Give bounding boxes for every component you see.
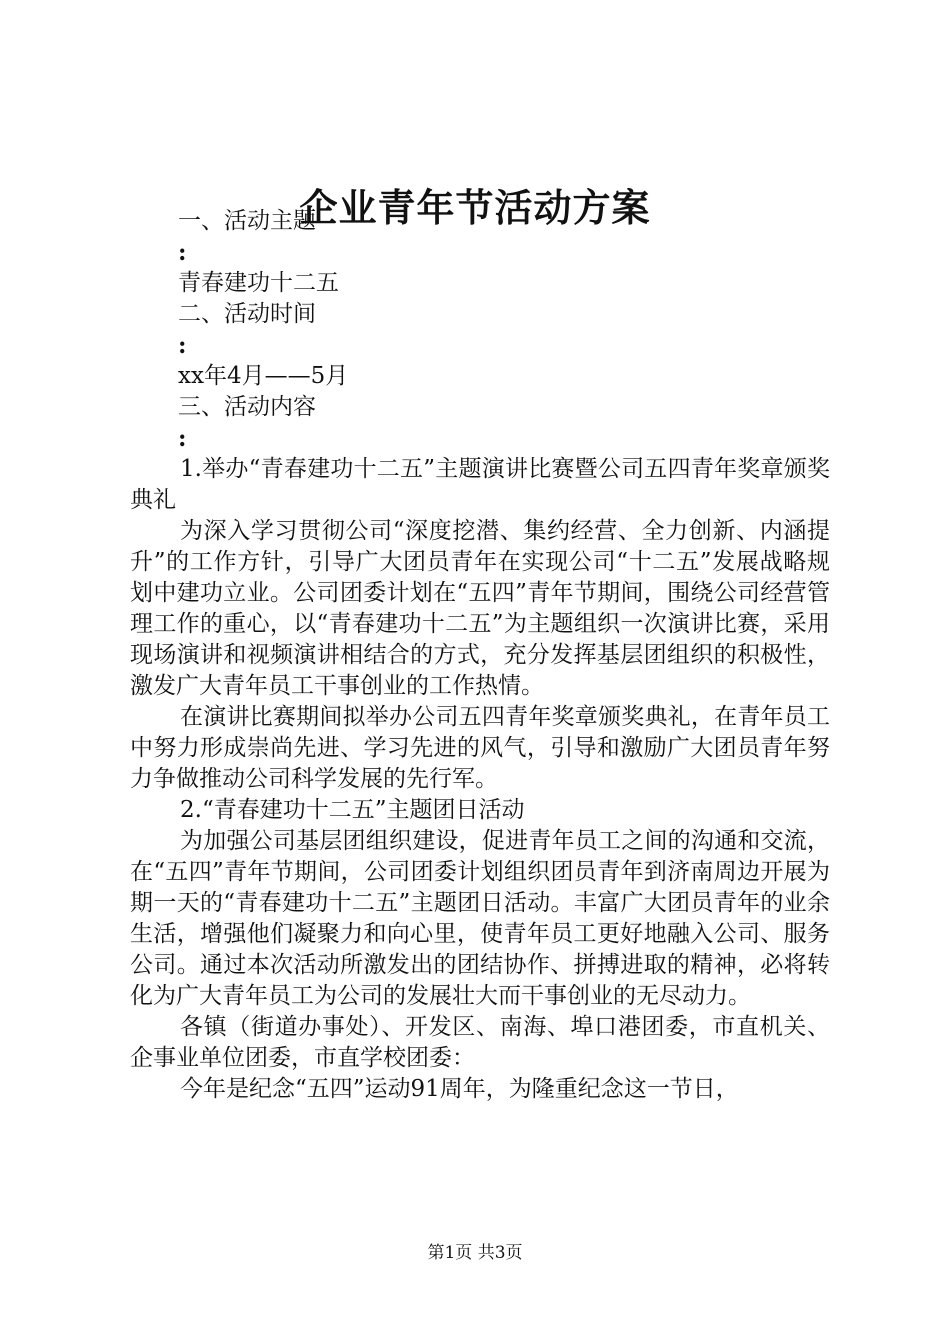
paragraph-indent: 今年是纪念“五四”运动91周年，为隆重纪念这一节日， [180, 1076, 739, 1102]
paragraph-colon: : [178, 239, 187, 266]
paragraph-indent: 在演讲比赛期间拟举办公司五四青年奖章颁奖典礼，在青年员工中努力形成崇尚先进、学习先进的风气，引导和激励广大团员青年努力争做推动公司科学发展的先行军。 [130, 704, 830, 792]
paragraph-indent: 1.举办“青春建功十二五”主题演讲比赛暨公司五四青年奖章颁奖典礼 [130, 456, 830, 513]
paragraph-colon: : [178, 425, 187, 452]
paragraph-colon: : [178, 332, 187, 359]
paragraph-indent: 为深入学习贯彻公司“深度挖潜、集约经营、全力创新、内涵提升”的工作方针，引导广大团员青年在实现公司“十二五”发展战略规划中建功立业。公司团委计划在“五四”青年节期间，围绕公司经营管理工作的重心，以“青春建功十二五”为主题组织一次演讲比赛，采用现场演讲和视频演讲相结合的方式，充分发挥基层团组织的积极性，激发广大青年员工干事创业的工作热情。 [130, 518, 830, 699]
page-footer: 第1页 共3页 [427, 1243, 523, 1263]
paragraph-indent: 各镇（街道办事处）、开发区、南海、埠口港团委，市直机关、企事业单位团委，市直学校团委： [130, 1014, 830, 1071]
paragraph-indent: 2.“青春建功十二五”主题团日活动 [180, 797, 525, 823]
document-title: 企业青年节活动方案 [299, 185, 651, 230]
paragraph-value: 青春建功十二五 [178, 270, 339, 296]
paragraph-indent: 为加强公司基层团组织建设，促进青年员工之间的沟通和交流，在“五四”青年节期间，公司团委计划组织团员青年到济南周边开展为期一天的“青春建功十二五”主题团日活动。丰富广大团员青年的业余生活，增强他们凝聚力和向心里，使青年员工更好地融入公司、服务公司。通过本次活动所激发出的团结协作、拼搏进取的精神，必将转化为广大青年员工为公司的发展壮大而干事创业的无尽动力。 [130, 828, 830, 1009]
paragraph-value: xx年4月——5月 [178, 363, 349, 389]
paragraph-head: 三、活动内容 [178, 394, 316, 420]
document-body [130, 206, 830, 1105]
paragraph-head: 二、活动时间 [178, 301, 316, 327]
paragraph-head: 一、活动主题 [178, 208, 316, 234]
